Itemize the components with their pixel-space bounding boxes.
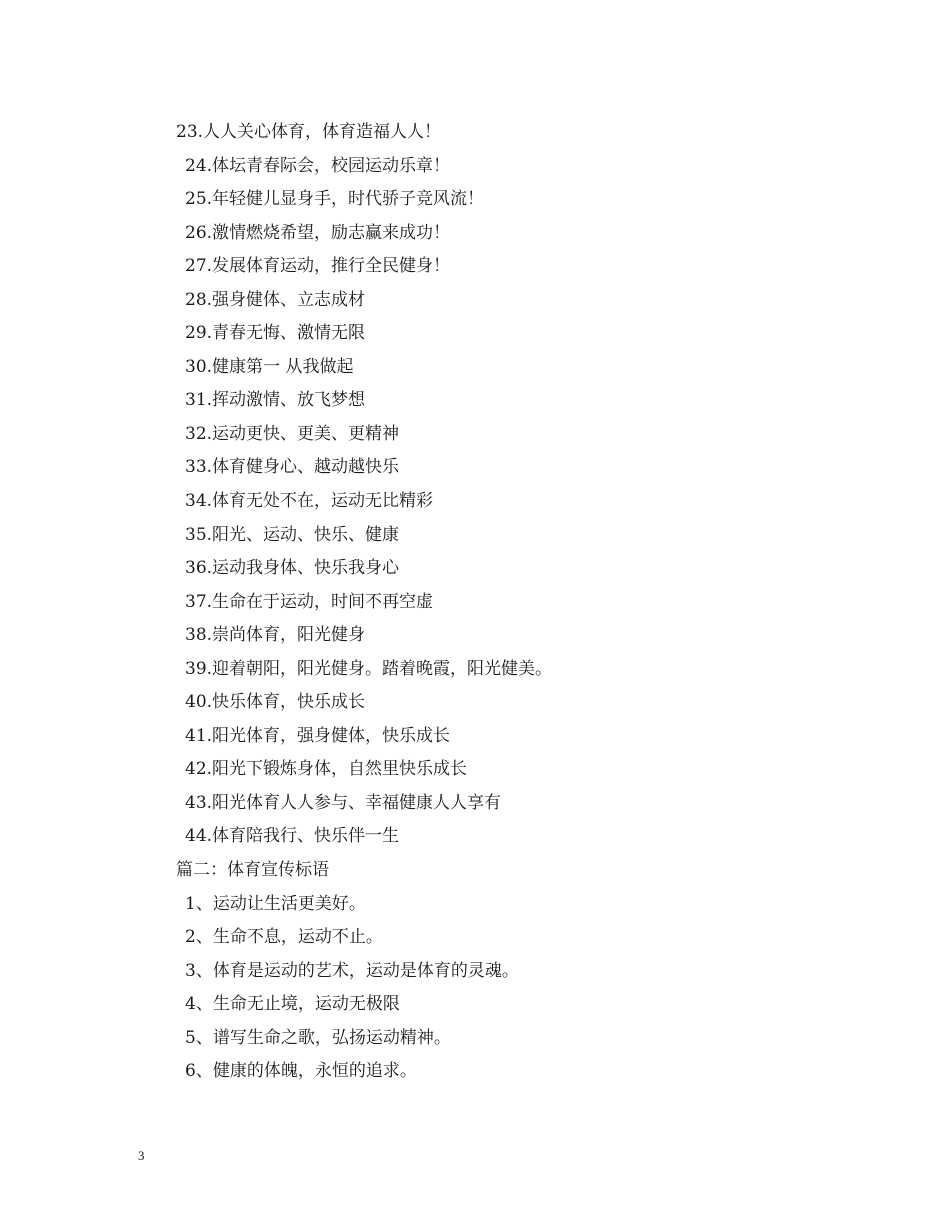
list-item: 34.体育无处不在，运动无比精彩 [185, 491, 434, 512]
list-item: 28.强身健体、立志成材 [185, 289, 366, 310]
list-item: 37.生命在于运动，时间不再空虚 [185, 591, 434, 612]
list-item: 43.阳光体育人人参与、幸福健康人人享有 [185, 792, 502, 813]
list-item: 31.挥动激情、放飞梦想 [185, 390, 366, 411]
document-body [176, 116, 876, 1089]
list-item: 39.迎着朝阳，阳光健身。踏着晚霞，阳光健美。 [185, 658, 553, 679]
section-list-item: 2、生命不息，运动不止。 [185, 927, 383, 948]
list-item: 23.人人关心体育，体育造福人人！ [176, 122, 442, 142]
section-list-item: 5、谱写生命之歌，弘扬运动精神。 [185, 1027, 451, 1048]
list-item: 36.运动我身体、快乐我身心 [185, 558, 400, 579]
list-item: 35.阳光、运动、快乐、健康 [185, 524, 400, 545]
list-item: 30.健康第一 从我做起 [185, 356, 354, 377]
list-item: 44.体育陪我行、快乐伴一生 [185, 826, 400, 847]
section-list-item: 6、健康的体魄，永恒的追求。 [185, 1061, 417, 1082]
list-item: 40.快乐体育，快乐成长 [185, 692, 366, 713]
section-list-item: 3、体育是运动的艺术，运动是体育的灵魂。 [185, 960, 519, 981]
list-item: 38.崇尚体育，阳光健身 [185, 625, 366, 646]
page-number: 3 [138, 1148, 145, 1163]
section-heading: 篇二：体育宣传标语 [176, 860, 329, 881]
list-item: 27.发展体育运动，推行全民健身！ [185, 256, 451, 277]
section-list-item: 1、运动让生活更美好。 [185, 893, 366, 914]
list-item: 26.激情燃烧希望，励志赢来成功！ [185, 222, 451, 243]
list-item: 24.体坛青春际会，校园运动乐章！ [185, 155, 451, 176]
list-item: 32.运动更快、更美、更精神 [185, 423, 400, 444]
list-item: 25.年轻健儿显身手，时代骄子竞风流！ [185, 189, 485, 210]
list-item: 33.体育健身心、越动越快乐 [185, 457, 400, 478]
list-item: 29.青春无悔、激情无限 [185, 323, 366, 344]
list-item: 42.阳光下锻炼身体，自然里快乐成长 [185, 759, 468, 780]
section-list-item: 4、生命无止境，运动无极限 [185, 994, 400, 1015]
list-item: 41.阳光体育，强身健体，快乐成长 [185, 725, 451, 746]
